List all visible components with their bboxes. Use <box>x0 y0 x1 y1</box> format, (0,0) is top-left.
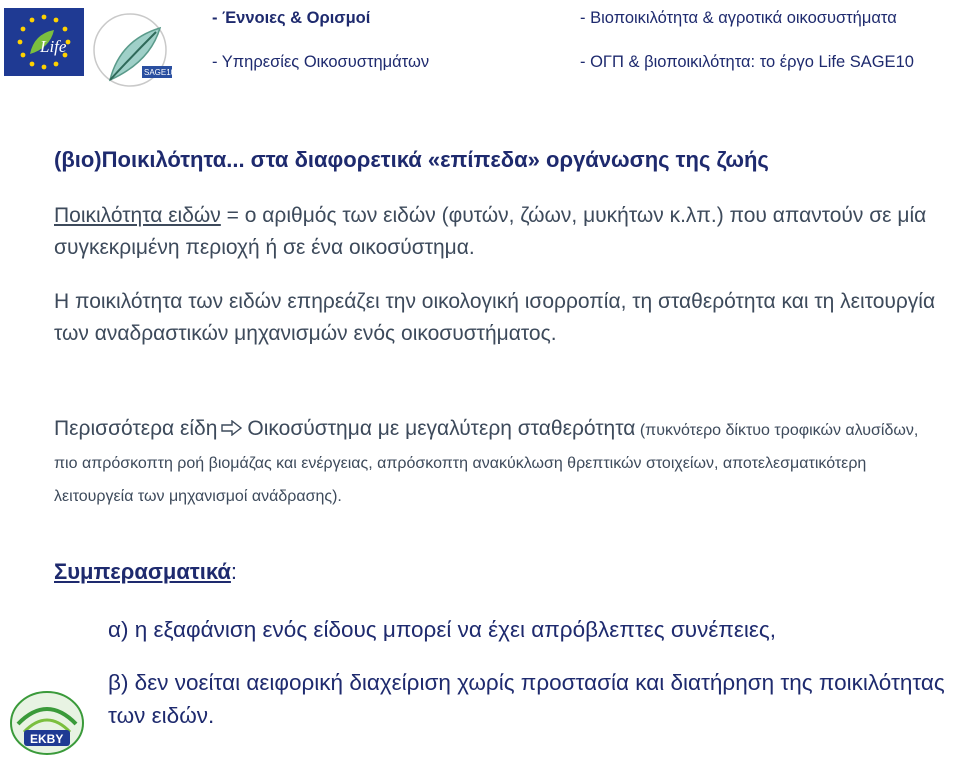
paragraph-ecological-balance: Η ποικιλότητα των ειδών επηρεάζει την οικολογική ισορροπία, τη σταθερότητα και τη λειτουργία των αναδραστικών μηχανισμών ενός οικοσυστήματος. <box>54 290 936 345</box>
more-species-text: Περισσότερα είδη <box>54 417 218 440</box>
conclusion-colon: : <box>230 559 238 584</box>
nav-link-agro-biodiversity[interactable]: - Βιοποικιλότητα & αγροτικά οικοσυστήματα <box>580 9 897 27</box>
conclusion-item-b: β) δεν νοείται αειφορική διαχείριση χωρίς προστασία και διατήρηση της ποικιλότητας των ειδών. <box>108 670 945 728</box>
nav-link-ecosystem-services[interactable]: - Υπηρεσίες Οικοσυστημάτων <box>212 53 430 71</box>
leaf-icon <box>90 0 178 92</box>
stability-explanation: (πυκνότερο δίκτυο τροφικών αλυσίδων, πιο απρόσκοπτη ροή βιομάζας και ενέργειας, απρόσκοπτη ανακύκλωση θρεπτικών στοιχείων, αποτελεσματικότερη λειτουργεία των μηχανισμοί ανάδρασης). <box>54 422 919 505</box>
eu-stars-icon <box>4 8 84 76</box>
paragraph-more-species <box>54 413 944 512</box>
species-diversity-definition: = ο αριθμός των ειδών (φυτών, ζώων, μυκήτων κ.λπ.) που απαντούν σε μία συγκεκριμένη περιοχή ή σε ένα οικοσύστημα. <box>54 204 927 259</box>
paragraph-species-diversity <box>54 200 944 264</box>
nav-link-cap-life-sage10[interactable]: - ΟΓΠ & βιοποικιλότητα: το έργο Life SAGE10 <box>580 53 914 71</box>
conclusion-label: Συμπερασματικά <box>54 559 231 584</box>
life-logo-text: Life <box>40 37 67 56</box>
ekby-logo-text: ΕΚΒΥ <box>30 732 64 746</box>
species-diversity-term: Ποικιλότητα ειδών <box>54 204 221 227</box>
arrow-right-icon <box>221 414 243 446</box>
sage10-logo <box>90 0 178 92</box>
ekby-emblem-icon <box>8 690 86 756</box>
nav-link-concepts[interactable]: - Έννοιες & Ορισμοί <box>212 9 371 27</box>
conclusion-item-a: α) η εξαφάνιση ενός είδους μπορεί να έχει απρόβλεπτες συνέπειες, <box>108 617 777 642</box>
eu-life-logo <box>4 8 84 76</box>
conclusion-heading <box>54 559 237 585</box>
ekby-logo <box>8 690 86 756</box>
sage10-logo-text: SAGE10 <box>144 68 176 77</box>
stable-ecosystem-text: Οικοσύστημα με μεγαλύτερη σταθερότητα <box>247 417 636 440</box>
slide-title: (βιο)Ποικιλότητα... στα διαφορετικά «επίπεδα» οργάνωσης της ζωής <box>54 147 769 172</box>
